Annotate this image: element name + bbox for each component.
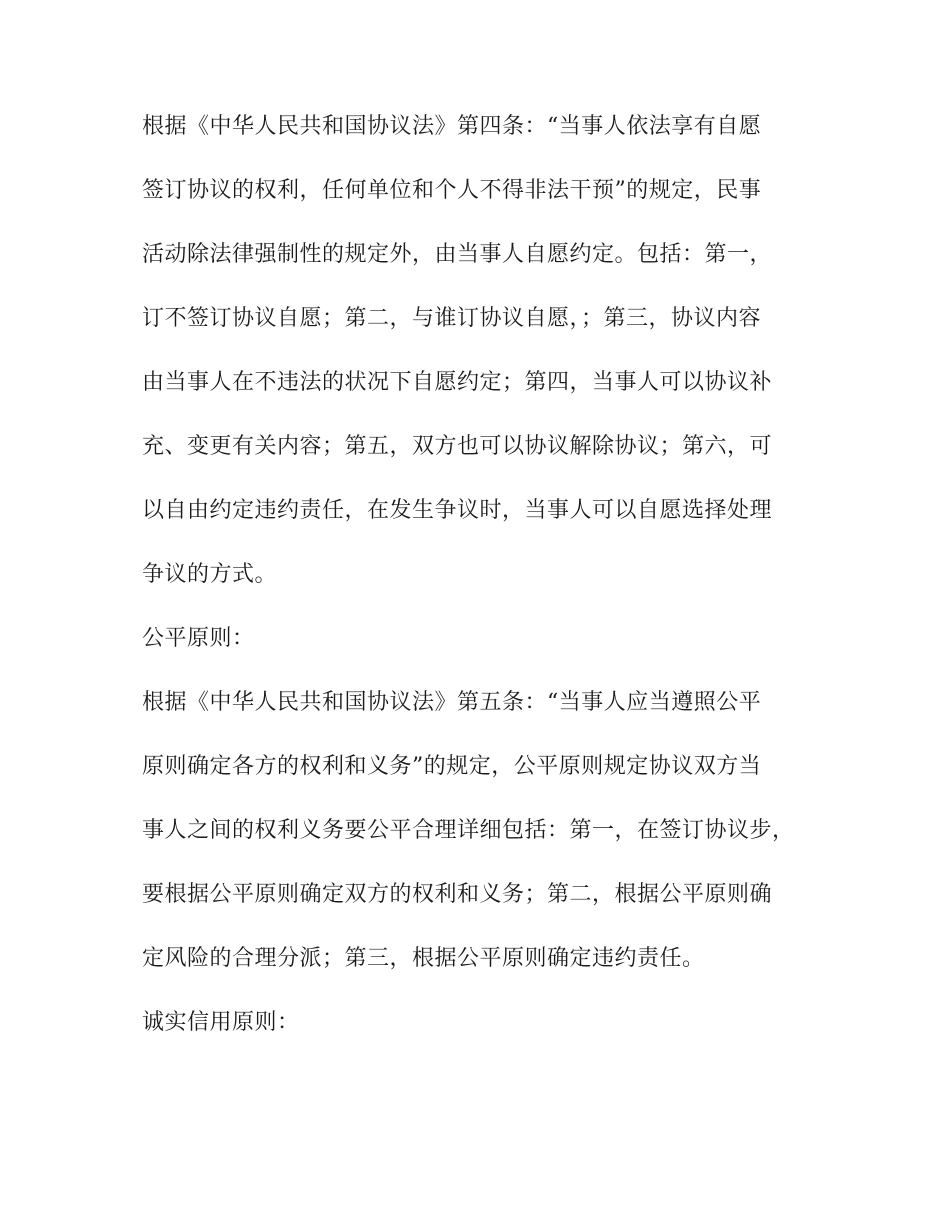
paragraph-line: 以自由约定违约责任，在发生争议时，当事人可以自愿选择处理 xyxy=(142,498,773,523)
paragraph-line: 由当事人在不违法的状况下自愿约定；第四，当事人可以协议补 xyxy=(142,370,773,395)
paragraph-line: 根据《中华人民共和国协议法》第四条：“当事人依法享有自愿 xyxy=(142,114,762,139)
paragraph-line: 原则确定各方的权利和义务”的规定，公平原则规定协议双方当 xyxy=(142,754,762,779)
paragraph-line: 事人之间的权利义务要公平合理详细包括：第一，在签订协议步， xyxy=(142,818,795,843)
paragraph-line: 活动除法律强制性的规定外，由当事人自愿约定。包括：第一， xyxy=(142,242,773,267)
paragraph-line: 争议的方式。 xyxy=(142,562,278,587)
section-heading: 诚实信用原则： xyxy=(142,1010,300,1035)
paragraph-line: 定风险的合理分派；第三，根据公平原则确定违约责任。 xyxy=(142,946,705,971)
paragraph-line: 订不签订协议自愿；第二，与谁订协议自愿，；第三，协议内容 xyxy=(142,306,762,331)
paragraph-line: 要根据公平原则确定双方的权利和义务；第二，根据公平原则确 xyxy=(142,882,773,907)
paragraph-line: 根据《中华人民共和国协议法》第五条：“当事人应当遵照公平 xyxy=(142,690,762,715)
section-heading: 公平原则： xyxy=(142,626,255,651)
paragraph-line: 充、变更有关内容；第五，双方也可以协议解除协议；第六，可 xyxy=(142,434,773,459)
paragraph-line: 签订协议的权利，任何单位和个人不得非法干预”的规定，民事 xyxy=(142,178,762,203)
